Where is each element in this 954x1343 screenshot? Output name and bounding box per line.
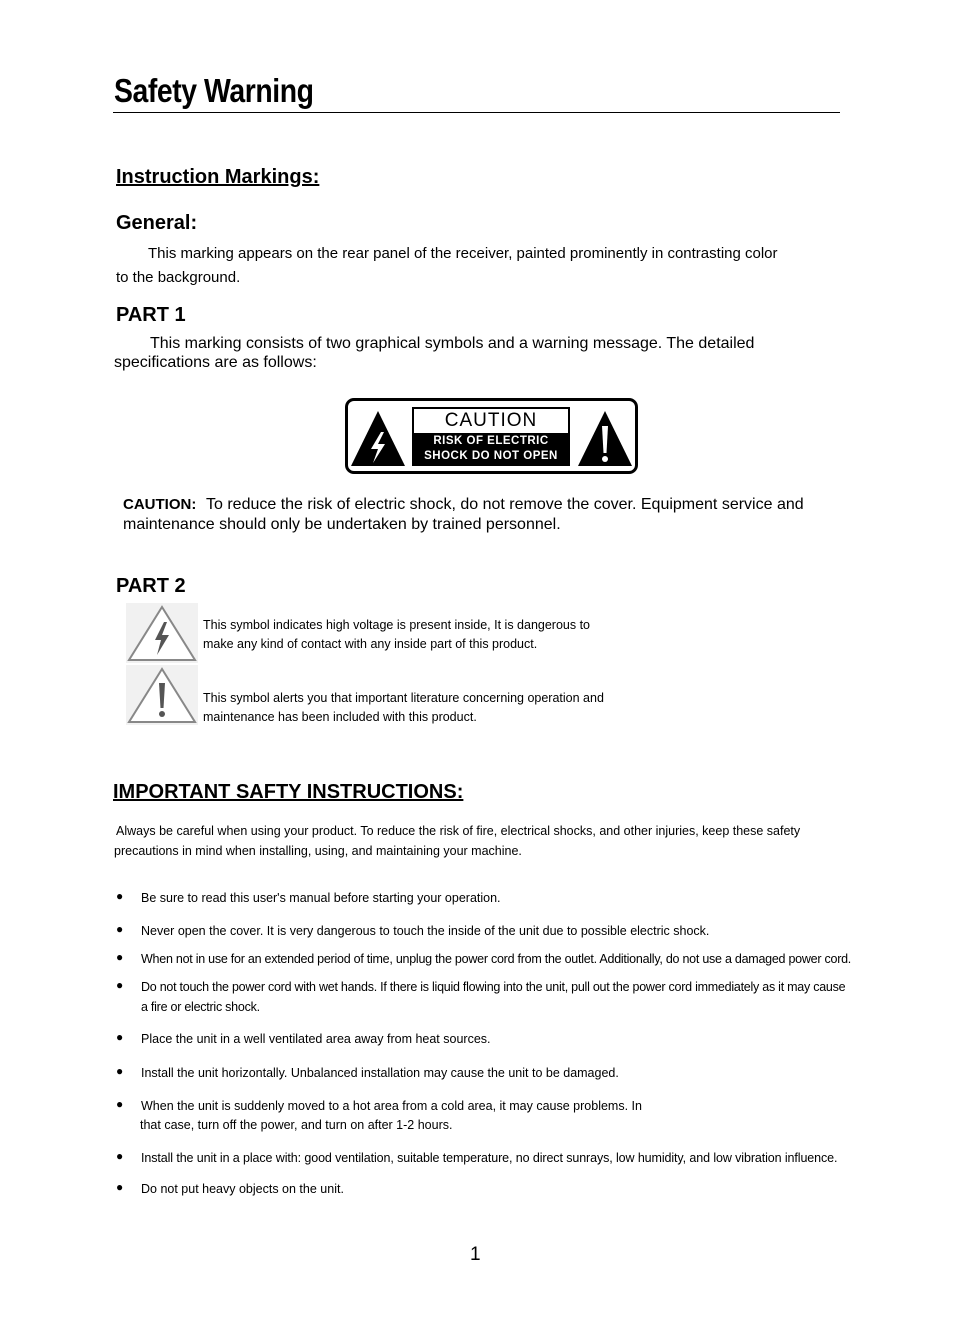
bullet-item-6 xyxy=(141,1064,619,1083)
symbol1-text-line2: make any kind of contact with any inside part of this product. xyxy=(203,637,538,651)
part1-text-line2: specifications are as follows: xyxy=(114,354,317,371)
bullet-item-line1: Install the unit horizontally. Unbalanced installation may cause the unit to be damaged. xyxy=(141,1066,619,1080)
high-voltage-symbol-icon xyxy=(126,603,198,663)
bullet-item-line1: Install the unit in a place with: good ventilation, suitable temperature, no direct sunrays, low humidity, and low vibration influence. xyxy=(141,1151,838,1165)
bullet-item-line1: Do not touch the power cord with wet hands. If there is liquid flowing into the unit, pull out the power cord immediately as it may cause xyxy=(141,980,846,994)
general-heading: General: xyxy=(116,212,198,234)
caution-risk-text xyxy=(414,433,568,464)
bullet-item-8 xyxy=(141,1149,837,1168)
exclamation-symbol-icon xyxy=(126,665,198,725)
bullet-marker: ● xyxy=(116,1064,124,1078)
high-voltage-warning-icon xyxy=(349,408,407,468)
caution-risk-line1: RISK OF ELECTRIC xyxy=(433,435,549,447)
bullet-item-5 xyxy=(141,1030,491,1049)
symbol1-text-line1: This symbol indicates high voltage is present inside, It is dangerous to xyxy=(203,618,591,632)
caution-word: CAUTION xyxy=(444,410,538,431)
bullet-marker: ● xyxy=(116,950,124,964)
page-number: 1 xyxy=(470,1244,481,1265)
part2-heading: PART 2 xyxy=(116,575,186,597)
bullet-marker: ● xyxy=(116,1097,124,1111)
important-heading: IMPORTANT SAFTY INSTRUCTIONS: xyxy=(113,781,464,803)
bullet-marker: ● xyxy=(116,1030,124,1044)
exclamation-warning-icon xyxy=(576,408,634,468)
caution-note-line1: To reduce the risk of electric shock, do not remove the cover. Equipment service and xyxy=(206,496,804,513)
general-text-line2: to the background. xyxy=(116,269,241,286)
symbol2-text-line1: This symbol alerts you that important literature concerning operation and xyxy=(203,691,604,705)
caution-risk-line2: SHOCK DO NOT OPEN xyxy=(424,450,558,462)
bullet-marker: ● xyxy=(116,978,124,992)
symbol2-text-line2: maintenance has been included with this product. xyxy=(203,710,477,724)
bullet-item-line1: Do not put heavy objects on the unit. xyxy=(141,1182,344,1196)
bullet-item-line2: that case, turn off the power, and turn on after 1-2 hours. xyxy=(140,1118,453,1132)
bullet-item-4 xyxy=(141,978,845,1017)
bullet-item-line2: a fire or electric shock. xyxy=(141,1000,260,1014)
bullet-item-line1: Never open the cover. It is very dangerous to touch the inside of the unit due to possible electric shock. xyxy=(141,924,710,938)
bullet-item-1 xyxy=(141,889,501,908)
bullet-item-line1: Place the unit in a well ventilated area away from heat sources. xyxy=(141,1032,491,1046)
general-text-line1: This marking appears on the rear panel of the receiver, painted prominently in contrasting color xyxy=(148,245,778,262)
important-intro-line2: precautions in mind when installing, using, and maintaining your machine. xyxy=(114,844,522,858)
important-intro-line1: Always be careful when using your product. To reduce the risk of fire, electrical shocks, and other injuries, keep these safety xyxy=(116,824,801,838)
bullet-item-line1: When not in use for an extended period of time, unplug the power cord from the outlet. Additionally, do not use a damaged power cord. xyxy=(141,952,852,966)
bullet-item-7 xyxy=(141,1097,642,1135)
part1-text-line1: This marking consists of two graphical symbols and a warning message. The detailed xyxy=(150,335,755,352)
bullet-item-3 xyxy=(141,950,851,969)
bullet-item-9 xyxy=(141,1180,344,1199)
part1-heading: PART 1 xyxy=(116,304,186,326)
page-title: Safety Warning xyxy=(114,72,314,109)
caution-note-label: CAUTION: xyxy=(123,496,197,513)
bullet-marker: ● xyxy=(116,922,124,936)
caution-text-panel xyxy=(412,407,570,466)
bullet-item-2 xyxy=(141,922,709,941)
title-divider xyxy=(113,112,840,113)
bullet-item-line1: When the unit is suddenly moved to a hot area from a cold area, it may cause problems. In xyxy=(141,1099,642,1113)
caution-note-line2: maintenance should only be undertaken by trained personnel. xyxy=(123,516,561,533)
instruction-markings-heading: Instruction Markings: xyxy=(116,166,320,188)
bullet-item-line1: Be sure to read this user's manual before starting your operation. xyxy=(141,891,501,905)
bullet-marker: ● xyxy=(116,1149,124,1163)
bullet-marker: ● xyxy=(116,889,124,903)
bullet-marker: ● xyxy=(116,1180,124,1194)
